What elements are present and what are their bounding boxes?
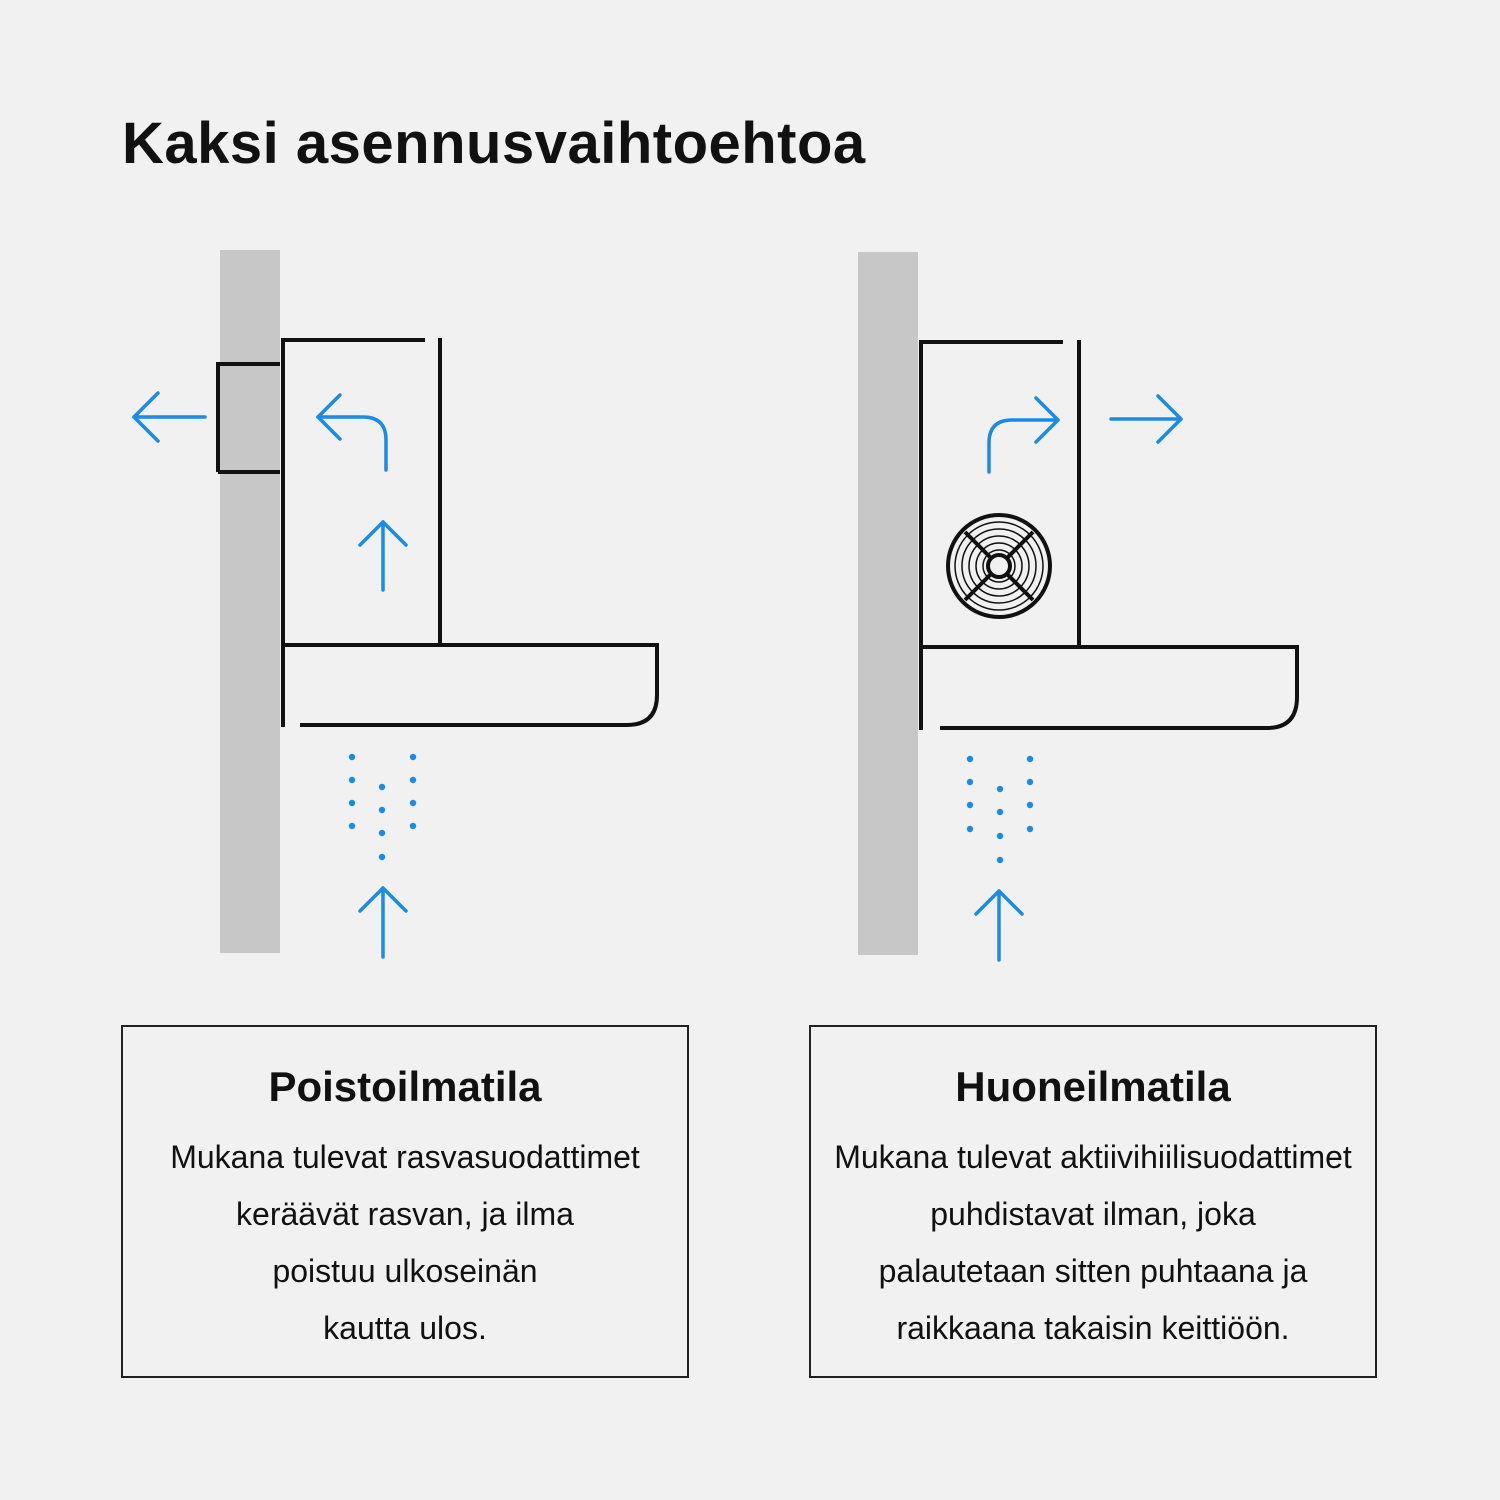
hood-chimney-left — [283, 340, 425, 727]
curved-arrow-icon — [318, 395, 386, 470]
hood-canopy-right — [921, 647, 1297, 728]
exhaust-mode-card — [121, 1025, 689, 1378]
exhaust-mode-description — [145, 1129, 665, 1357]
wall-left — [220, 250, 280, 953]
page-title: Kaksi asennusvaihtoehtoa — [122, 111, 866, 176]
steam-dots-right — [967, 756, 1033, 863]
recirculation-mode-card — [809, 1025, 1377, 1378]
exhaust-diagram — [134, 250, 657, 957]
description-line: palautetaan sitten puhtaana ja — [878, 1253, 1308, 1289]
description-line: poistuu ulkoseinän — [272, 1253, 538, 1289]
description-line: raikkaana takaisin keittiöön. — [896, 1310, 1290, 1346]
description-line: puhdistavat ilman, joka — [930, 1196, 1256, 1232]
recirculation-mode-description — [823, 1129, 1363, 1357]
description-line: Mukana tulevat aktiivihiilisuodattimet — [834, 1139, 1352, 1175]
fan-icon — [948, 515, 1050, 617]
description-line: Mukana tulevat rasvasuodattimet — [170, 1139, 640, 1175]
arrow-up-icon — [360, 888, 406, 957]
recirculation-mode-title: Huoneilmatila — [955, 1063, 1231, 1110]
wall-right — [858, 252, 918, 955]
description-line: keräävät rasvan, ja ilma — [236, 1196, 574, 1232]
description-line: kautta ulos. — [323, 1310, 487, 1346]
exhaust-mode-title: Poistoilmatila — [268, 1063, 542, 1110]
curved-arrow-icon — [989, 398, 1058, 472]
arrow-up-icon — [976, 891, 1022, 960]
arrow-up-icon — [360, 522, 406, 590]
hood-canopy-left — [283, 645, 657, 725]
steam-dots-left — [349, 754, 416, 860]
recirculation-diagram — [858, 252, 1297, 960]
arrow-right-icon — [1111, 396, 1181, 442]
arrow-left-icon — [134, 393, 205, 441]
